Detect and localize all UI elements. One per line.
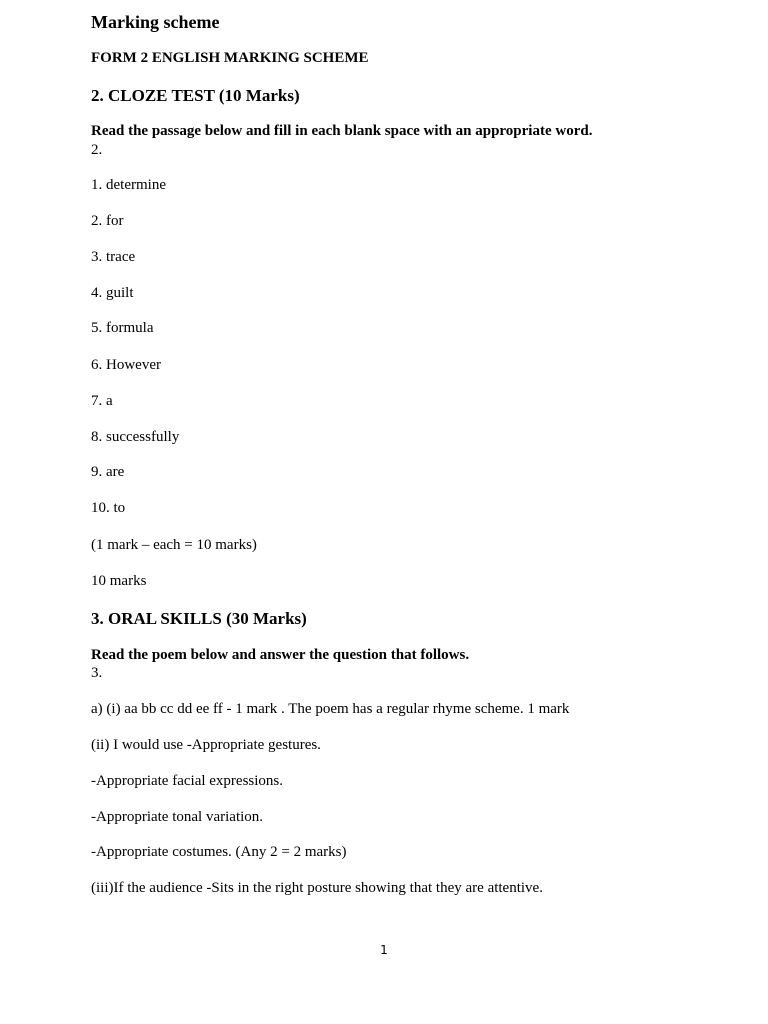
oral-heading: 3. ORAL SKILLS (30 Marks) xyxy=(91,609,307,628)
cloze-answer: 9. are xyxy=(91,464,125,480)
cloze-total: 10 marks xyxy=(91,573,147,589)
cloze-answer: 8. successfully xyxy=(91,429,180,445)
cloze-answer: 3. trace xyxy=(91,249,136,265)
document-subtitle: FORM 2 ENGLISH MARKING SCHEME xyxy=(91,50,369,66)
oral-answer-line: (iii)If the audience -Sits in the right posture showing that they are attentive. xyxy=(91,880,543,896)
cloze-answer: 4. guilt xyxy=(91,285,134,301)
cloze-answer: 2. for xyxy=(91,213,124,229)
cloze-marks-note: (1 mark – each = 10 marks) xyxy=(91,537,257,553)
oral-answer-line: -Appropriate tonal variation. xyxy=(91,809,264,825)
cloze-answer: 10. to xyxy=(91,500,126,516)
oral-answer-line: -Appropriate costumes. (Any 2 = 2 marks) xyxy=(91,844,347,860)
cloze-answer: 5. formula xyxy=(91,320,154,336)
cloze-number: 2. xyxy=(91,142,103,158)
cloze-heading: 2. CLOZE TEST (10 Marks) xyxy=(91,86,300,105)
oral-number: 3. xyxy=(91,665,103,681)
oral-instruction: Read the poem below and answer the question that follows. xyxy=(91,647,470,663)
oral-answer-line: a) (i) aa bb cc dd ee ff - 1 mark . The poem has a regular rhyme scheme. 1 mark xyxy=(91,701,570,717)
oral-answer-line: (ii) I would use -Appropriate gestures. xyxy=(91,737,321,753)
page-number: 1 xyxy=(380,943,388,957)
cloze-answer: 7. a xyxy=(91,393,113,409)
cloze-answer: 6. However xyxy=(91,357,161,373)
oral-answer-line: -Appropriate facial expressions. xyxy=(91,773,284,789)
document-title: Marking scheme xyxy=(91,12,220,32)
cloze-instruction: Read the passage below and fill in each blank space with an appropriate word. xyxy=(91,123,593,139)
cloze-answer: 1. determine xyxy=(91,177,166,193)
